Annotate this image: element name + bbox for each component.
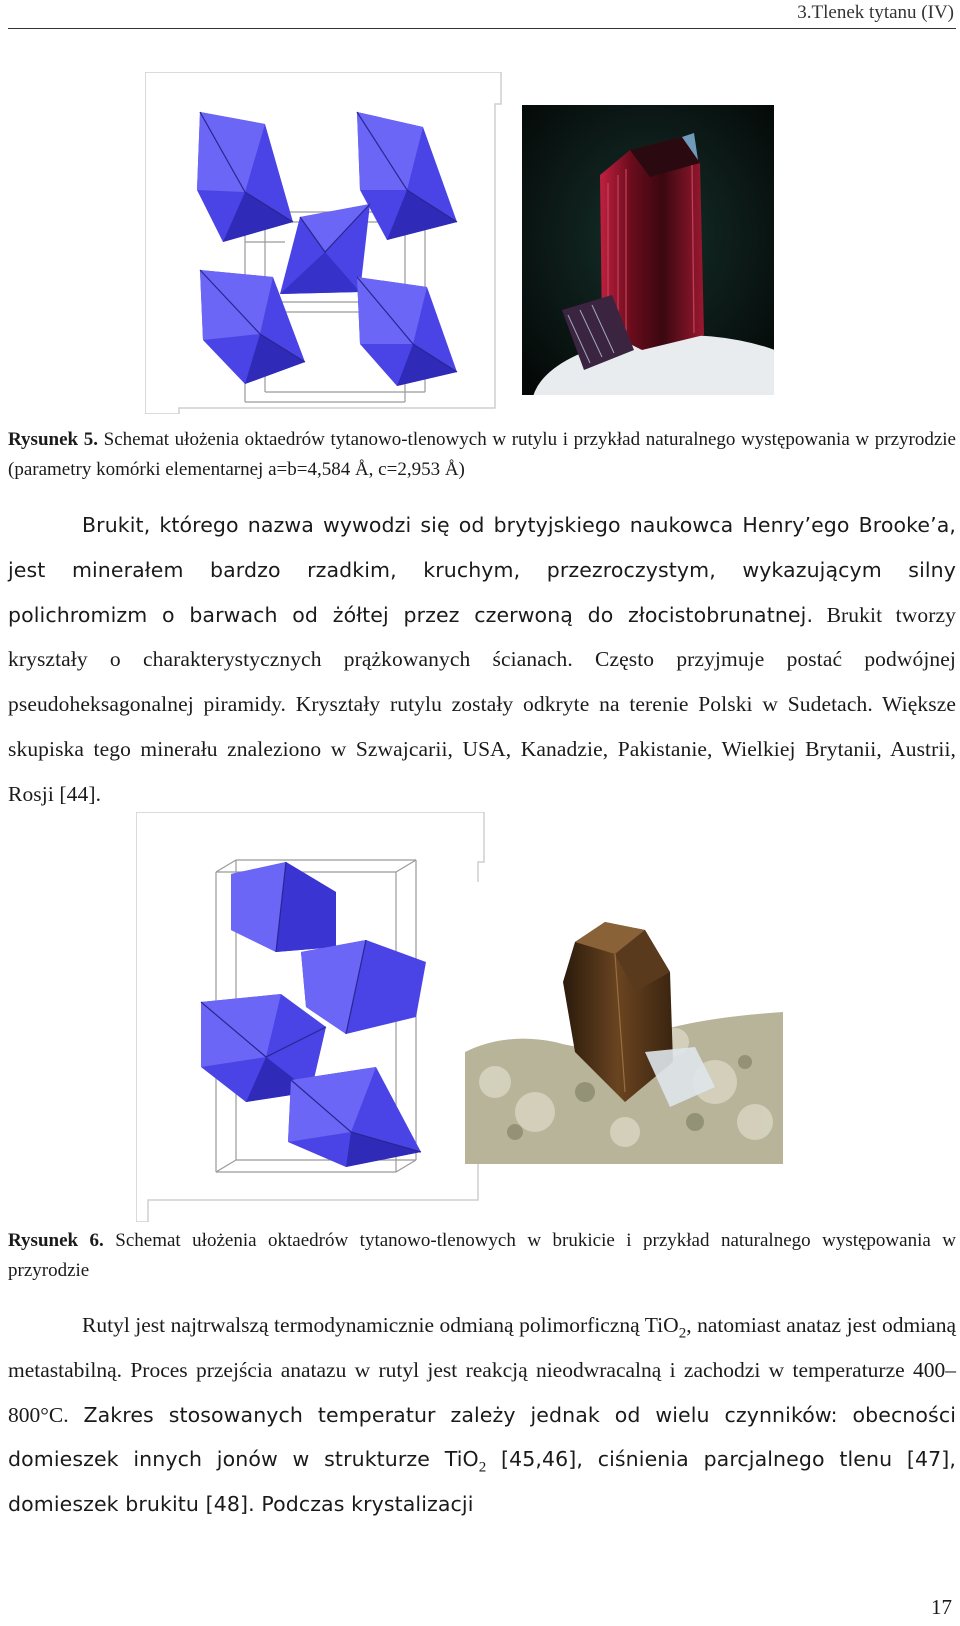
header-rule — [8, 28, 956, 29]
brookite-paragraph-part1: Brukit, którego nazwa wywodzi się od brytyjskiego naukowca Henry’ego Brooke’a, jest minerałem bardzo rzadkim, kruchym, przezroczystym, wykazującym silny polichromizm o barwach od żółtej przez czerwoną do złocistobrunatnej. — [8, 513, 956, 627]
rutile-paragraph-part2: , natomiast anataz jest odmianą metastabilną. Proces przejścia anatazu w rutyl jest reakcją nieodwracalną i zachodzi w temperaturze 400–800°C. — [8, 1313, 956, 1427]
figure-5-label: Rysunek 5. — [8, 429, 98, 450]
rutile-crystal-photo — [522, 105, 774, 395]
subscript-2b: 2 — [478, 1459, 487, 1476]
figure-6-caption — [8, 1226, 956, 1286]
rutile-paragraph-part1: Rutyl jest najtrwalszą termodynamicznie odmianą polimorficzną TiO — [82, 1313, 679, 1337]
page-number: 17 — [931, 1595, 952, 1619]
brookite-octahedra-diagram — [136, 812, 488, 1222]
figure-6-label: Rysunek 6. — [8, 1230, 104, 1251]
rutile-anatase-paragraph — [8, 1303, 956, 1527]
brookite-paragraph-part2: Brukit tworzy kryształy o charakterystycznych prążkowanych ścianach. Często przyjmuje postać podwójnej pseudoheksagonalnej piramidy. Kryształy rutylu zostały odkryte na terenie Polski w Sudetach. Większe skupiska tego minerału znaleziono w Szwajcarii, USA, Kanadzie, Pakistanie, Wielkiej Brytanii, Austrii, Rosji [44]. — [8, 602, 956, 806]
rutile-paragraph-part3: Zakres stosowanych temperatur zależy jednak od wielu czynników: obecności domieszek innych jonów w strukturze TiO — [8, 1402, 956, 1472]
brookite-crystal-photo — [465, 882, 783, 1164]
running-header: 3.Tlenek tytanu (IV) — [797, 2, 954, 23]
figure-5-caption — [8, 425, 956, 485]
subscript-2a: 2 — [678, 1325, 687, 1342]
figure-5-caption-text: Schemat ułożenia oktaedrów tytanowo-tlenowych w rutylu i przykład naturalnego występowania w przyrodzie (parametry komórki elementarnej a=b=4,584 Å, c=2,953 Å) — [8, 429, 956, 480]
rutile-octahedra-diagram — [145, 72, 505, 414]
rutile-paragraph-part4: [45,46], ciśnienia parcjalnego tlenu [47], domieszek brukitu [48]. Podczas krystalizacji — [8, 1447, 956, 1517]
figure-6-caption-text: Schemat ułożenia oktaedrów tytanowo-tlenowych w brukicie i przykład naturalnego występowania w przyrodzie — [8, 1230, 956, 1281]
brookite-paragraph — [8, 503, 956, 817]
